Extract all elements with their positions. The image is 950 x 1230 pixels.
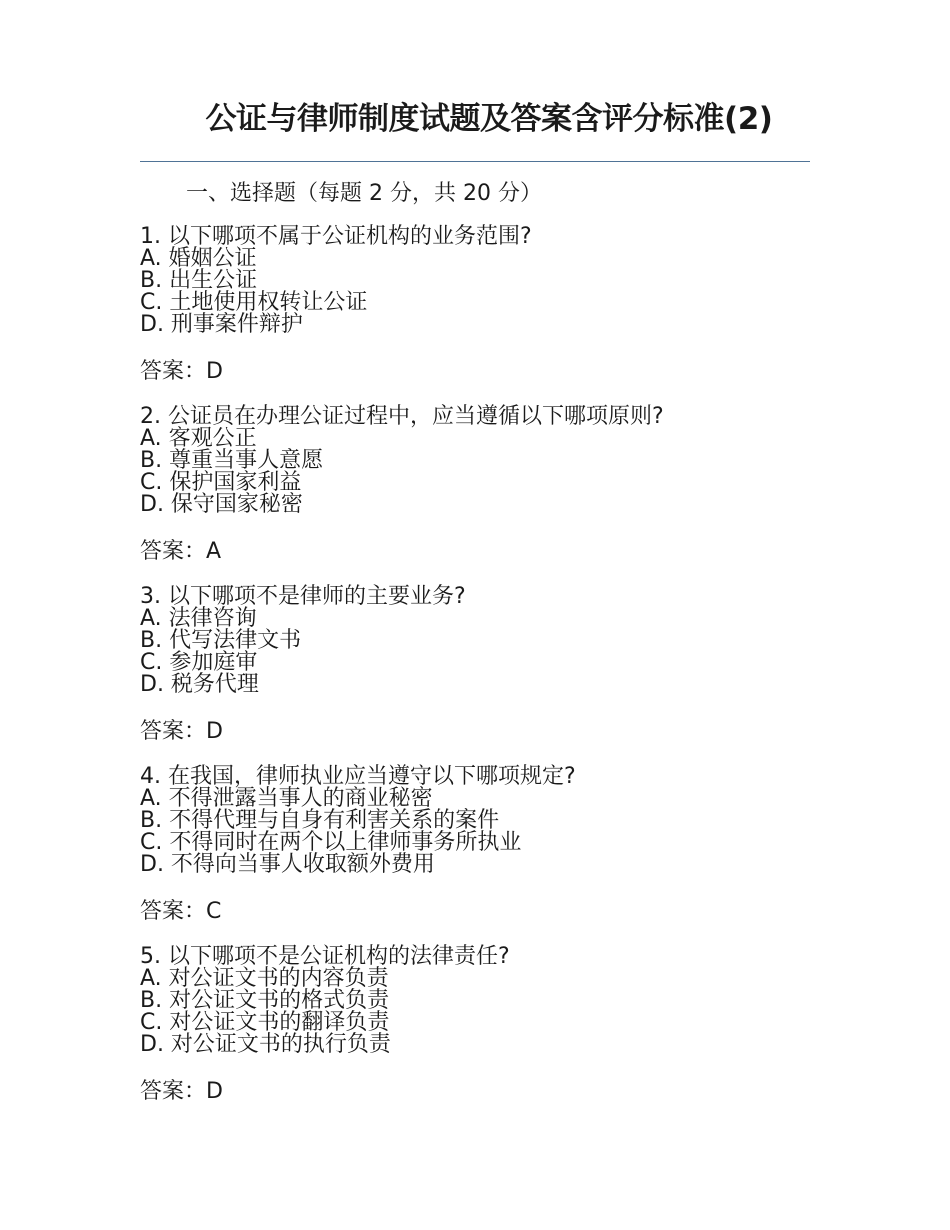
- option-b: B. 代写法律文书: [140, 628, 302, 653]
- answer-line: 答案：C: [140, 899, 222, 924]
- option-b: B. 出生公证: [140, 268, 258, 293]
- question-list: [140, 226, 810, 1126]
- option-c: C. 保护国家利益: [140, 470, 302, 495]
- option-d: D. 不得向当事人收取额外费用: [140, 852, 435, 877]
- document-title: 公证与律师制度试题及答案含评分标准(2): [205, 101, 773, 137]
- option-d: D. 对公证文书的执行负责: [140, 1032, 391, 1057]
- question-item: [140, 226, 810, 386]
- answer-line: 答案：D: [140, 719, 223, 744]
- answer-line: 答案：D: [140, 359, 223, 384]
- question-item: [140, 406, 810, 566]
- option-c: C. 土地使用权转让公证: [140, 290, 368, 315]
- option-c: C. 不得同时在两个以上律师事务所执业: [140, 830, 522, 855]
- option-a: A. 不得泄露当事人的商业秘密: [140, 786, 433, 811]
- option-a: A. 婚姻公证: [140, 246, 257, 271]
- question-text: 4. 在我国，律师执业应当遵守以下哪项规定?: [140, 764, 576, 789]
- question-item: [140, 766, 810, 926]
- option-a: A. 法律咨询: [140, 606, 257, 631]
- option-c: C. 对公证文书的翻译负责: [140, 1010, 390, 1035]
- question-item: [140, 946, 810, 1106]
- section-heading: 一、选择题（每题 2 分，共 20 分）: [186, 181, 542, 206]
- option-d: D. 保守国家秘密: [140, 492, 303, 517]
- question-text: 2. 公证员在办理公证过程中，应当遵循以下哪项原则?: [140, 404, 664, 429]
- question-text: 3. 以下哪项不是律师的主要业务?: [140, 584, 466, 609]
- option-d: D. 税务代理: [140, 672, 259, 697]
- option-a: A. 客观公正: [140, 426, 257, 451]
- answer-line: 答案：D: [140, 1079, 223, 1104]
- option-b: B. 不得代理与自身有利害关系的案件: [140, 808, 500, 833]
- question-text: 5. 以下哪项不是公证机构的法律责任?: [140, 944, 510, 969]
- question-item: [140, 586, 810, 746]
- question-text: 1. 以下哪项不属于公证机构的业务范围?: [140, 224, 532, 249]
- answer-line: 答案：A: [140, 539, 222, 564]
- option-b: B. 尊重当事人意愿: [140, 448, 324, 473]
- option-a: A. 对公证文书的内容负责: [140, 966, 389, 991]
- option-d: D. 刑事案件辩护: [140, 312, 303, 337]
- option-b: B. 对公证文书的格式负责: [140, 988, 390, 1013]
- title-divider: [140, 161, 810, 162]
- option-c: C. 参加庭审: [140, 650, 258, 675]
